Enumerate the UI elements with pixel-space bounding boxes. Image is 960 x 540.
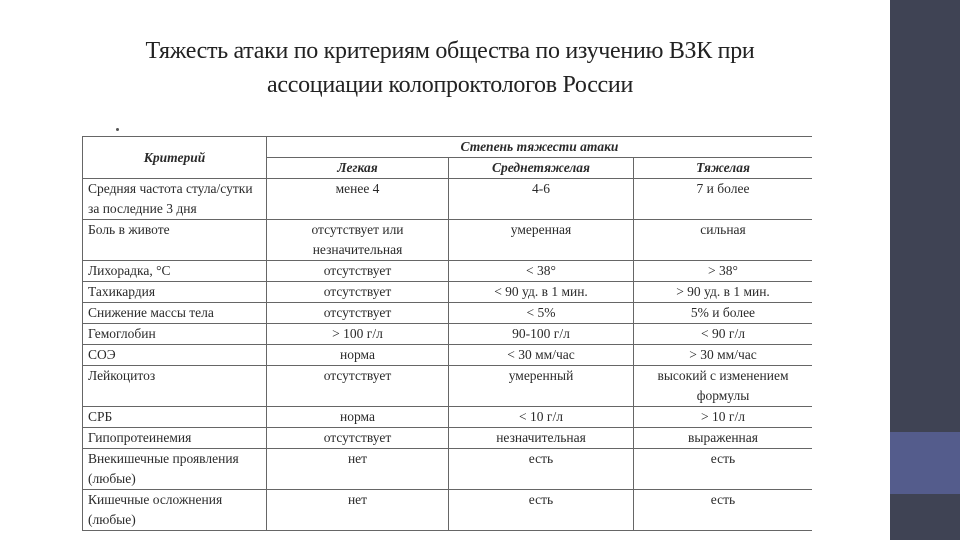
- value-cell: < 90 г/л: [634, 324, 813, 345]
- header-level-severe: Тяжелая: [634, 158, 813, 179]
- slide-title: [40, 34, 860, 102]
- table-row: [83, 179, 813, 220]
- slide-title-line-1: Тяжесть атаки по критериям общества по изучению ВЗК при: [145, 38, 755, 64]
- header-level-moderate: Среднетяжелая: [449, 158, 634, 179]
- table-header-row: [83, 137, 813, 158]
- header-level-mild: Легкая: [267, 158, 449, 179]
- sidebar-accent: [890, 432, 960, 494]
- value-cell: есть: [449, 449, 634, 490]
- table-row: [83, 490, 813, 531]
- value-cell: высокий с изменением формулы: [634, 366, 813, 407]
- value-cell: > 90 уд. в 1 мин.: [634, 282, 813, 303]
- value-cell: выраженная: [634, 428, 813, 449]
- table-row: [83, 366, 813, 407]
- value-cell: отсутствует: [267, 428, 449, 449]
- value-cell: 90-100 г/л: [449, 324, 634, 345]
- table-row: [83, 449, 813, 490]
- value-cell: есть: [449, 490, 634, 531]
- value-cell: умеренный: [449, 366, 634, 407]
- criterion-cell: Гемоглобин: [83, 324, 267, 345]
- value-cell: менее 4: [267, 179, 449, 220]
- criterion-cell: Лейкоцитоз: [83, 366, 267, 407]
- value-cell: 5% и более: [634, 303, 813, 324]
- header-criterion: Критерий: [83, 137, 267, 179]
- value-cell: отсутствует: [267, 261, 449, 282]
- table-row: [83, 324, 813, 345]
- value-cell: нет: [267, 490, 449, 531]
- table-row: [83, 282, 813, 303]
- value-cell: нет: [267, 449, 449, 490]
- value-cell: > 100 г/л: [267, 324, 449, 345]
- value-cell: < 10 г/л: [449, 407, 634, 428]
- table-row: [83, 407, 813, 428]
- value-cell: > 38°: [634, 261, 813, 282]
- value-cell: отсутствует или незначительная: [267, 220, 449, 261]
- value-cell: умеренная: [449, 220, 634, 261]
- criterion-cell: Тахикардия: [83, 282, 267, 303]
- criterion-cell: СРБ: [83, 407, 267, 428]
- header-severity: Степень тяжести атаки: [267, 137, 813, 158]
- table-row: [83, 345, 813, 366]
- value-cell: 4-6: [449, 179, 634, 220]
- criterion-cell: Кишечные осложнения (любые): [83, 490, 267, 531]
- value-cell: норма: [267, 407, 449, 428]
- criterion-cell: Лихорадка, °С: [83, 261, 267, 282]
- value-cell: есть: [634, 449, 813, 490]
- value-cell: отсутствует: [267, 366, 449, 407]
- value-cell: < 38°: [449, 261, 634, 282]
- criterion-cell: СОЭ: [83, 345, 267, 366]
- value-cell: > 30 мм/час: [634, 345, 813, 366]
- table-row: [83, 220, 813, 261]
- value-cell: < 30 мм/час: [449, 345, 634, 366]
- criterion-cell: Гипопротеинемия: [83, 428, 267, 449]
- criterion-cell: Боль в животе: [83, 220, 267, 261]
- value-cell: отсутствует: [267, 303, 449, 324]
- criterion-cell: Средняя частота стула/сутки за последние 3 дня: [83, 179, 267, 220]
- bullet-dot: [116, 128, 119, 131]
- table-row: [83, 261, 813, 282]
- severity-table: [82, 136, 812, 531]
- value-cell: есть: [634, 490, 813, 531]
- value-cell: < 5%: [449, 303, 634, 324]
- table-row: [83, 428, 813, 449]
- value-cell: > 10 г/л: [634, 407, 813, 428]
- criterion-cell: Внекишечные проявления (любые): [83, 449, 267, 490]
- value-cell: норма: [267, 345, 449, 366]
- severity-table-container: [82, 136, 812, 540]
- value-cell: < 90 уд. в 1 мин.: [449, 282, 634, 303]
- criterion-cell: Снижение массы тела: [83, 303, 267, 324]
- table-row: [83, 303, 813, 324]
- value-cell: незначительная: [449, 428, 634, 449]
- value-cell: 7 и более: [634, 179, 813, 220]
- value-cell: сильная: [634, 220, 813, 261]
- slide-title-line-2: ассоциации колопроктологов России: [267, 72, 633, 98]
- value-cell: отсутствует: [267, 282, 449, 303]
